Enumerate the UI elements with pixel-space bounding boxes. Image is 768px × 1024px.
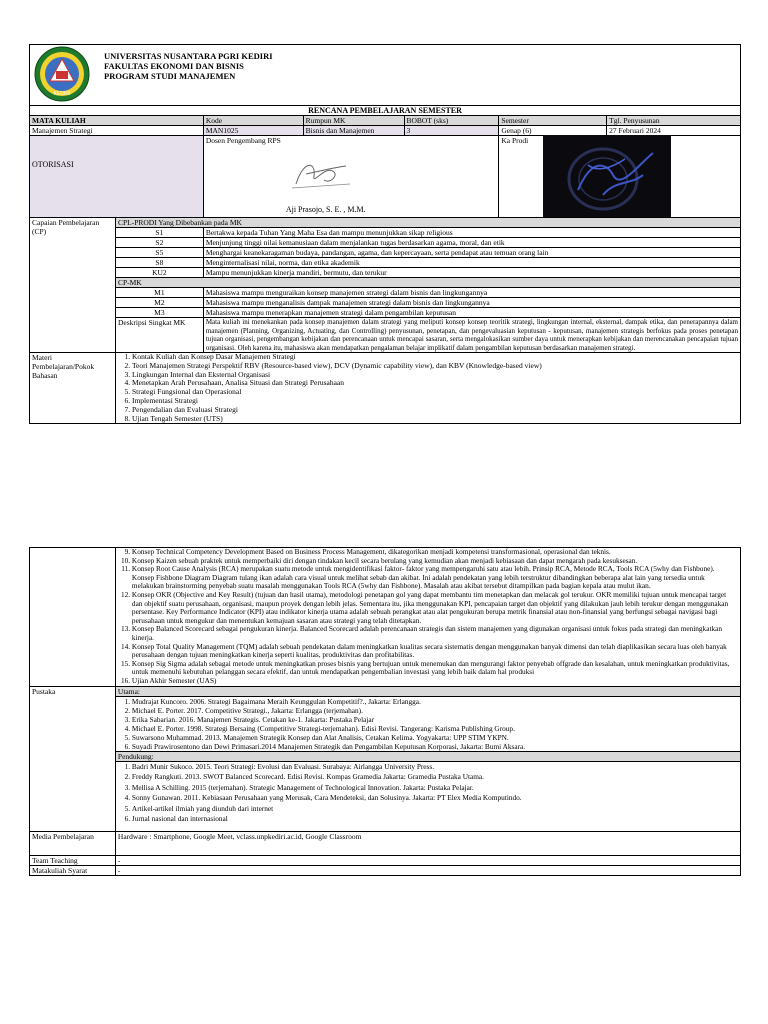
course-bobot: 3 <box>404 126 499 136</box>
kaprodi-stamp-icon <box>543 135 671 217</box>
rps-page-2 <box>29 547 741 876</box>
media-text: Hardware : Smartphone, Google Meet, vclass.unpkediri.ac.id, Google Classroom <box>115 831 740 855</box>
media-label: Media Pembelajaran <box>30 831 116 855</box>
materi-item: 10. Konsep Kaizen sebuah praktek untuk memperbaiki diri dengan tindakan kecil secara berulang yang kemudian akan menjadi kebiasaan dan dapat mengarah pada kesuksesan. <box>132 557 738 566</box>
materi-item: 8. Ujian Tengah Semester (UTS) <box>132 415 738 424</box>
syarat-text: - <box>115 865 740 875</box>
materi-label-continued <box>30 548 116 687</box>
course-kode: MAN1025 <box>203 126 303 136</box>
cpl-text: Bertakwa kepada Tuhan Yang Maha Esa dan mampu menunjukkan sikap religious <box>203 228 740 238</box>
rps-table <box>29 105 741 424</box>
university-logo-icon <box>32 45 92 103</box>
col-kode: Kode <box>203 116 303 126</box>
cpmk-text: Mahasiswa mampu menerapkan manajemen strategi dalam pengambilan keputusan <box>203 308 740 318</box>
materi-item: 7. Pengendalian dan Evaluasi Strategi <box>132 406 738 415</box>
rps-page-1 <box>29 44 741 424</box>
materi-item: 2. Teori Manajemen Strategi Perspektif RBV (Resource-based view), DCV (Dynamic capability view), dan KBV (Knowledge-based view) <box>132 362 738 371</box>
dosen-name: Aji Prasojo, S. E. , M.M. <box>285 205 366 214</box>
pustaka-label: Pustaka <box>30 686 116 831</box>
materi-list-continued <box>115 548 740 687</box>
cpmk-text: Mahasiswa mampu menganalisis dampak manajemen strategi dalam bisnis dan lingkungannya <box>203 298 740 308</box>
cpl-code: S8 <box>115 258 203 268</box>
pustaka-utama <box>115 686 740 751</box>
cpl-text: Menjunjung tinggi nilai kemanusiaan dalam menjalankan tugas berdasarkan agama, moral, dan etik <box>203 238 740 248</box>
pustaka-item: 6. Jurnal nasional dan internasional <box>132 814 740 825</box>
materi-item: 16. Ujian Akhir Semester (UAS) <box>132 677 738 686</box>
pustaka-item: 3. Mellisa A Schilling. 2015 (terjemahan). Strategic Management of Technological Innovation. Jakarta: Pustaka Pelajar. <box>132 783 740 794</box>
deskripsi-label: Deskripsi Singkat MK <box>115 318 203 353</box>
signature-icon <box>286 154 356 194</box>
cpl-prodi-title: CPL-PRODI Yang Dibebankan pada MK <box>115 218 740 228</box>
materi-item: 15. Konsep Sig Sigma adalah sebagai metode untuk meningkatkan proses bisnis yang bertujuan untuk menemukan dan mengurangi faktor penyebab offgrade dan kesalahan, untuk meningkatkan produktivitas, untuk memenuhi kebutuhan pelanggan secara efektif, dan untuk mendapatkan pengembalian investasi yang lebih baik dalam hal produksi <box>132 660 738 677</box>
cpl-code: S2 <box>115 238 203 248</box>
program-name: PROGRAM STUDI MANAJEMEN <box>104 71 236 81</box>
materi-item: 13. Konsep Balanced Scorecard sebagai pengukuran kinerja. Balanced Scorecard adalah perencanaan strategis dan sistem manajemen yang digunakan organisasi untuk fokus pada strategi dan meningkatkan kinerja. <box>132 625 738 642</box>
cpmk-text: Mahasiswa mampu menguraikan konsep manajemen strategi dalam bisnis dan lingkungannya <box>203 288 740 298</box>
cpl-code: S5 <box>115 248 203 258</box>
pustaka-item: 4. Sonny Gunawan. 2011. Kebiasaan Perusahaan yang Merusak, Cara Mendeteksi, dan Solusinya. Jakarta: PT Elex Media Komputindo. <box>132 793 740 804</box>
logo-text: KEDIRI <box>53 91 71 97</box>
course-tgl: 27 Februari 2024 <box>607 126 741 136</box>
pustaka-utama-title: Utama: <box>116 687 740 697</box>
col-rumpun: Rumpun MK <box>303 116 404 126</box>
col-tgl: Tgl. Penyusunan <box>607 116 741 126</box>
rps-table-continued <box>29 547 741 876</box>
pustaka-item: 5. Artikel-artikel ilmiah yang diunduh dari internet <box>132 804 740 815</box>
materi-item: 12. Konsep OKR (Objective and Key Result) (tujuan dan hasil utama), metodologi penetapan gol yang dapat membantu tim menetapkan dan melacak gol terukur. OKR memiliki tujuan untuk mencapai target dan objektif suatu perusahaan, organisasi, maupun proyek dengan lebih jelas. Sementara itu, jika menggunakan KPI, pencapaian target dan objektif yang dilakukan jauh lebih terukur dengan menggunakan persentase. Key Performance Indicator (KPI) atau indikator kinerja utama adalah sebuah perangkat atau alat pengukuran berupa metrik finansial atau non-finansial yang berfungsi sebagai navigasi bagi perusahaan untuk mengukur dan menentukan kemajuan sasaran atau strategi yang telah ditetapkan. <box>132 591 738 625</box>
pustaka-item: 3. Erika Sabarian. 2016. Manajemen Strategis. Cetakan ke-1. Jakarta: Pustaka Pelajar <box>132 715 740 724</box>
otorisasi-label: OTORISASI <box>30 136 204 218</box>
dosen-cell <box>203 136 499 218</box>
pustaka-item: 2. Michael E. Porter. 2017. Competitive Strategi., Jakarta: Erlangga (terjemahan). <box>132 706 740 715</box>
pustaka-pendukung <box>115 751 740 831</box>
materi-label: Materi Pembelajaran/Pokok Bahasan <box>30 353 116 424</box>
faculty-name: FAKULTAS EKONOMI DAN BISNIS <box>104 61 244 71</box>
cp-label: Capaian Pembelajaran (CP) <box>30 218 116 353</box>
col-mata-kuliah: MATA KULIAH <box>30 116 204 126</box>
materi-item: 1. Kontak Kuliah dan Konsep Dasar Manajemen Strategi <box>132 353 738 362</box>
cpmk-code: M1 <box>115 288 203 298</box>
doc-title: RENCANA PEMBELAJARAN SEMESTER <box>30 106 741 116</box>
team-text: - <box>115 855 740 865</box>
institution-cell <box>102 45 741 106</box>
cpl-code: KU2 <box>115 268 203 278</box>
materi-item: 11. Konsep Root Cause Analysis (RCA) merupakan suatu metode untuk mengidentifikasi faktor- faktor yang mempengaruhi satu atau lebih. Prinsip RCA, Metode RCA, Tools RCA (5why dan Fishbone). Konsep Fishbone Diagram Diagram tulang ikan adalah cara visual untuk melihat sebab dan akibat. Ini adalah pendekatan yang lebih terstruktur dibandingkan beberapa alat lain yang tersedia untuk melakukan brainstorming penyebab suatu masalah menggunakan Tools RCA (5why dan Fishbone). Masalah atau akibat tersebut ditampilkan pada bagian kepala atau mulut ikan. <box>132 565 738 591</box>
cpmk-code: M2 <box>115 298 203 308</box>
materi-item: 6. Implementasi Strategi <box>132 397 738 406</box>
pustaka-item: 1. Badri Munir Sukoco. 2015. Teori Strategi: Evolusi dan Evaluasi. Surabaya: Airlangga University Press. <box>132 762 740 773</box>
cpmk-code: M3 <box>115 308 203 318</box>
team-label: Team Teaching <box>30 855 116 865</box>
course-semester: Genap (6) <box>499 126 607 136</box>
cpl-text: Menginternalisasi nilai, norma, dan etika akademik <box>203 258 740 268</box>
materi-item: 5. Strategi Fungsional dan Operasional <box>132 388 738 397</box>
logo-cell <box>30 45 103 106</box>
col-bobot: BOBOT (sks) <box>404 116 499 126</box>
materi-item: 3. Lingkungan Internal dan Eksternal Organisasi <box>132 371 738 380</box>
dosen-label: Dosen Pengembang RPS <box>205 136 281 145</box>
cp-mk-title: CP-MK <box>115 278 740 288</box>
kaprodi-label: Ka Prodi <box>501 136 529 145</box>
header-table <box>29 44 741 106</box>
pustaka-item: 5. Suwarsono Muhammad. 2013. Manajemen Strategik Konsep dan Alat Analisis, Cetakan Kelima. Yogyakarta: UPP STIM YKPN. <box>132 733 740 742</box>
cpl-text: Menghargai keanekaragaman budaya, pandangan, agama, dan kepercayaan, serta pendapat atau temuan orang lain <box>203 248 740 258</box>
syarat-label: Matakuliah Syarat <box>30 865 116 875</box>
materi-item: 14. Konsep Total Quality Management (TQM) adalah sebuah pendekatan dalam meningkatkan kualitas secara sistematis dengan menggunakan banyak dimensi dan telah diaplikasikan secara luas oleh banyak perusahaan dengan tujuan meningkatkan kinerja seperti kualitas, produktivitas dan profitabilitas. <box>132 643 738 660</box>
course-name: Manajemen Strategi <box>30 126 204 136</box>
pustaka-item: 1. Mudrajat Kuncoro. 2006. Strategi Bagaimana Meraih Keunggulan Kompetitif?., Jakarta: Erlangga. <box>132 697 740 706</box>
pustaka-item: 6. Suyadi Prawirosentono dan Dewi Primasari.2014 Manajemen Strategik dan Pengambilan Keputusan Korporasi, Jakarta: Bumi Aksara. <box>132 742 740 751</box>
cpl-code: S1 <box>115 228 203 238</box>
course-rumpun: Bisnis dan Manajemen <box>303 126 404 136</box>
kaprodi-cell <box>499 136 741 218</box>
cpl-text: Mampu menunjukkan kinerja mandiri, bermutu, dan terukur <box>203 268 740 278</box>
materi-list <box>115 353 740 424</box>
materi-item: 4. Menetapkan Arah Perusahaan, Analisa Situasi dan Strategi Perusahaan <box>132 379 738 388</box>
deskripsi-text: Mata kuliah ini menekankan pada konsep manajemen dalam strategi yang meliputi konsep konsep teoritik strategi, lingkungan internal, eksternal, dampak etika, dan penerapannya dalam manajemen (Planning, Organizing, Actuating, dan Controlling) penyusunan, penetapan, dan pengevaluasian keputusan - keputusan, manajemen strategis berfokus pada proses penetapan tujuan organisasi, pengembangan kebijakan dan perencanaan untuk mencapai sasaran, serta mengalokasikan sumber daya untuk menerapkan kebijakan dan merencanakan pencapaian tujuan organisasi. Oleh karena itu, mahasiswa akan mendapatkan pengalaman belajar implikatif dalam pengambilan keputusan berdasarkan manajemen strategi. <box>203 318 740 353</box>
pustaka-item: 2. Freddy Rangkuti. 2013. SWOT Balanced Scorecard. Edisi Revisi. Kompas Gramedia Jakarta: Gramedia Pustaka Utama. <box>132 772 740 783</box>
materi-item: 9. Konsep Technical Competency Development Based on Business Process Management, dikategorikan menjadi kompetensi transformasional, operasional dan teknis. <box>132 548 738 557</box>
university-name: UNIVERSITAS NUSANTARA PGRI KEDIRI <box>104 51 273 61</box>
pustaka-item: 4. Michael E. Porter. 1998. Strategi Bersaing (Competitive Strategi-terjemahan). Edisi Revisi. Tangerang: Karisma Publishing Group. <box>132 724 740 733</box>
pustaka-pendukung-title: Pendukung: <box>116 752 740 762</box>
col-semester: Semester <box>499 116 607 126</box>
